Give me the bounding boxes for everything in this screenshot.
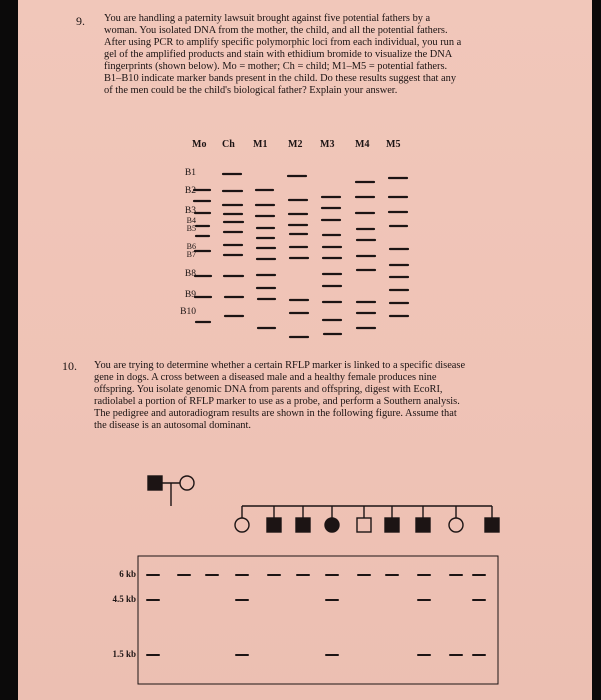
size-label-1-5kb: 1.5 kb — [112, 649, 136, 659]
question-10-number: 10. — [62, 359, 77, 373]
q10-line: You are trying to determine whether a certain RFLP marker is linked to a specific disease — [94, 360, 466, 371]
unaffected-female-parent — [180, 476, 194, 490]
band-label: B10 — [180, 307, 196, 317]
band-label: B1 — [184, 168, 196, 178]
size-label-4-5kb: 4.5 kb — [112, 594, 136, 604]
lane-header-mo: Mo — [192, 139, 207, 150]
q9-line: You are handling a paternity lawsuit brought against five potential fathers by a — [104, 13, 431, 24]
offspring-unaffected-male — [357, 518, 371, 532]
pedigree-diagram — [148, 476, 499, 532]
q9-line: fingerprints (shown below). Mo = mother; Ch = child; M1–M5 = potential fathers. — [104, 61, 448, 72]
lane-header-m5: M5 — [386, 139, 401, 150]
offspring-affected-male — [416, 518, 430, 532]
q10-line: The pedigree and autoradiogram results are shown in the following figure. Assume that — [94, 408, 457, 419]
autoradiogram-bands — [147, 575, 485, 655]
lane-header-m4: M4 — [355, 139, 370, 150]
band-label: B6 — [186, 242, 196, 251]
band-label: B8 — [184, 269, 196, 279]
q10-line: the disease is an autosomal dominant. — [94, 420, 251, 431]
autoradiogram-box — [138, 556, 498, 684]
gel-bands — [194, 174, 408, 337]
lane-header-m3: M3 — [320, 139, 335, 150]
offspring-affected-male — [267, 518, 281, 532]
band-label: B5 — [186, 224, 196, 233]
band-label: B9 — [184, 290, 196, 300]
lane-header-ch: Ch — [222, 139, 235, 150]
q10-line: offspring. You isolate genomic DNA from parents and offspring, digest with EcoRI, — [94, 384, 443, 395]
question-9-number: 9. — [76, 14, 85, 28]
q9-line: woman. You isolated DNA from the mother, the child, and all the potential fathers. — [104, 25, 448, 36]
offspring-unaffected-female — [235, 518, 249, 532]
offspring-unaffected-female — [449, 518, 463, 532]
affected-male-parent — [148, 476, 162, 490]
q9-line: gel of the amplified products and stain with ethidium bromide to visualize the DNA — [104, 49, 453, 60]
q9-line: After using PCR to amplify specific polymorphic loci from each individual, you run a — [104, 37, 462, 48]
band-label: B3 — [184, 206, 196, 216]
q9-line: B1–B10 indicate marker bands present in the child. Do these results suggest that any — [104, 73, 457, 84]
offspring-affected-male — [296, 518, 310, 532]
q9-line: of the men could be the child's biological father? Explain your answer. — [104, 85, 398, 96]
offspring-affected-female — [325, 518, 339, 532]
lane-header-m1: M1 — [253, 139, 268, 150]
band-label: B2 — [184, 186, 196, 196]
q10-line: gene in dogs. A cross between a diseased male and a healthy female produces nine — [94, 372, 437, 383]
q10-line: radiolabel a portion of RFLP marker to use as a probe, and perform a Southern analysis. — [94, 396, 460, 407]
worksheet-page — [18, 0, 592, 700]
size-label-6kb: 6 kb — [119, 569, 136, 579]
band-label: B4 — [186, 216, 196, 225]
offspring-affected-male — [485, 518, 499, 532]
offspring-affected-male — [385, 518, 399, 532]
band-label: B7 — [186, 250, 196, 259]
lane-header-m2: M2 — [288, 139, 303, 150]
